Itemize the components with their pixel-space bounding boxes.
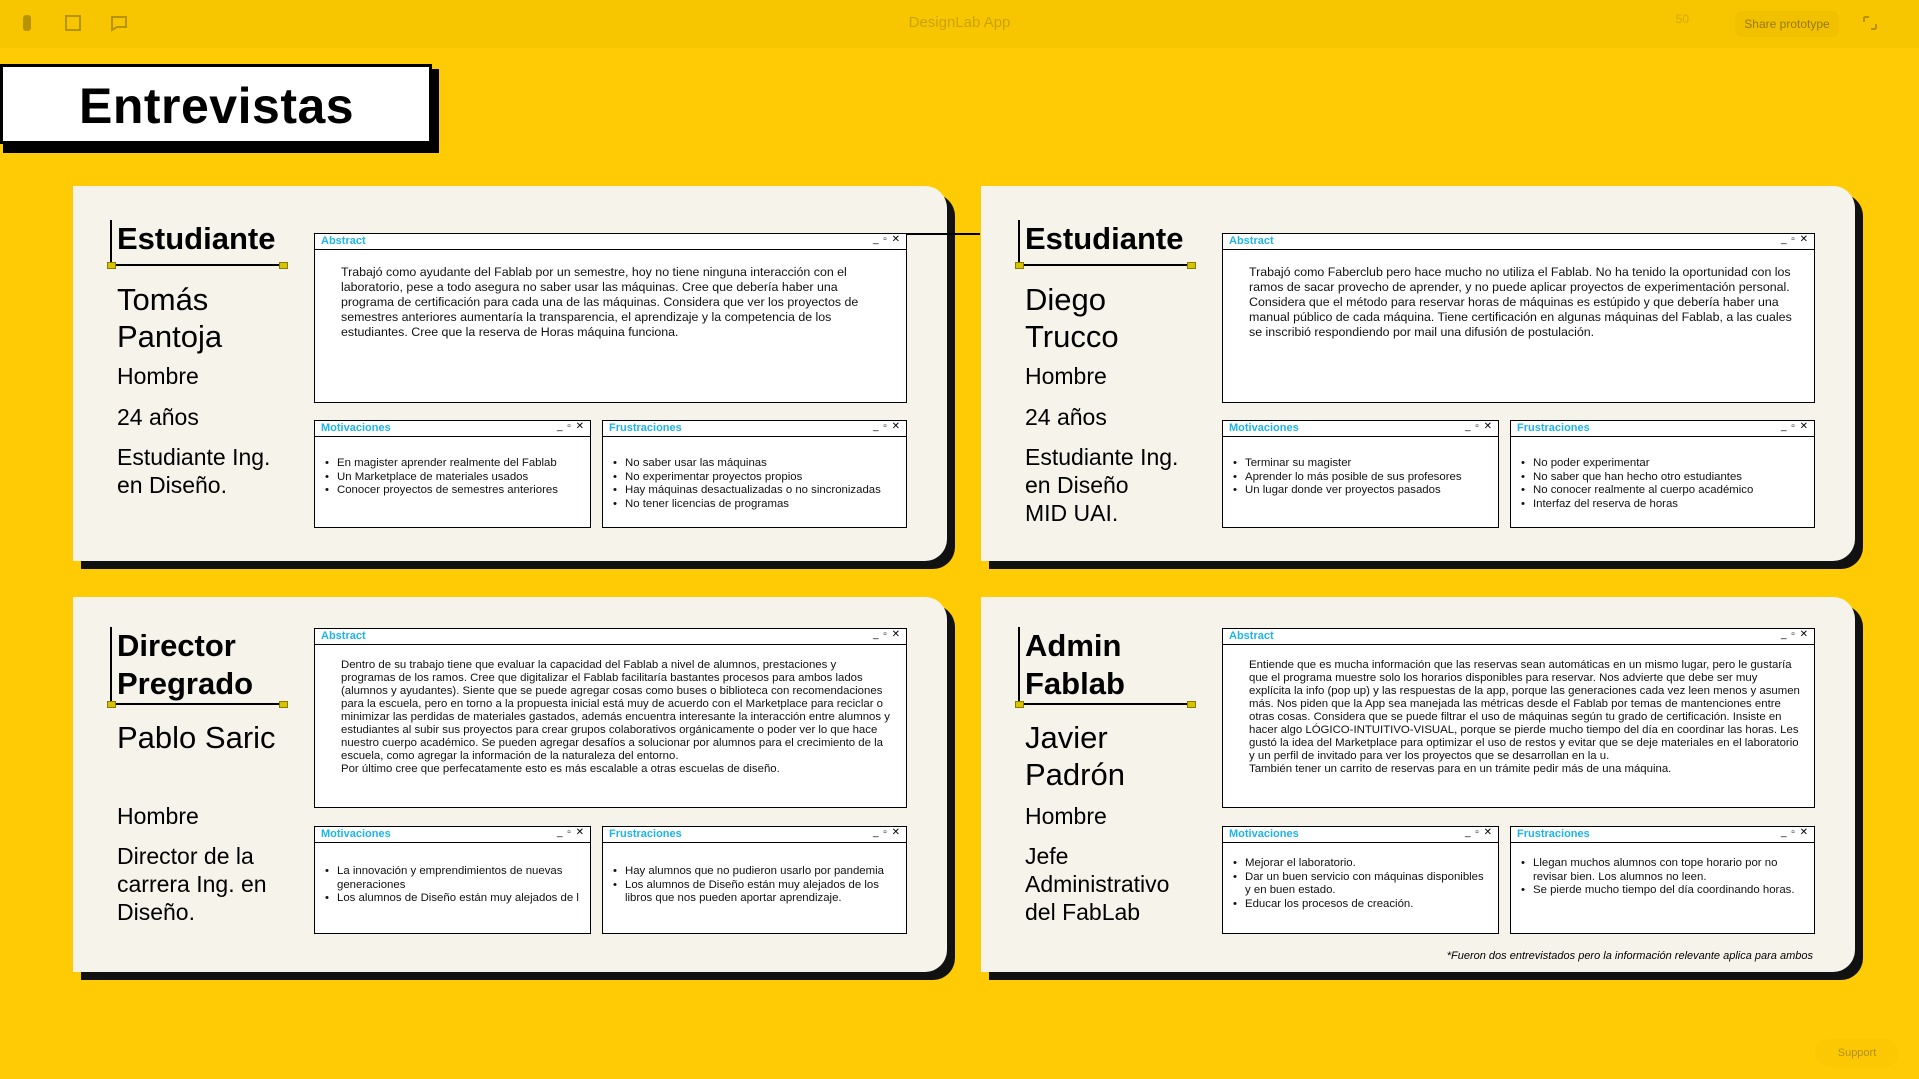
role-title: Director Pregrado <box>117 628 254 701</box>
frustrations-list <box>1521 857 1808 898</box>
frustrations-window <box>1510 420 1815 528</box>
gender: Hombre <box>117 363 199 389</box>
list-item: • Terminar su magister <box>1233 457 1492 471</box>
list-item: • En magister aprender realmente del Fablab <box>325 457 584 471</box>
motivations-window <box>1222 826 1499 934</box>
window-title: Frustraciones <box>1517 422 1590 434</box>
window-controls-icon[interactable]: _ ▫ ✕ <box>872 629 901 640</box>
motivations-list <box>1233 457 1492 498</box>
occupation: Estudiante Ing. en Diseño. <box>117 444 271 498</box>
app-title: DesignLab App <box>908 14 1011 31</box>
motivations-list <box>325 457 584 498</box>
window-controls-icon[interactable]: _ ▫ ✕ <box>872 421 901 432</box>
window-controls-icon[interactable]: _ ▫ ✕ <box>1780 629 1809 640</box>
window-title: Frustraciones <box>1517 828 1590 840</box>
occupation: Director de la carrera Ing. en Diseño. <box>117 843 267 925</box>
list-item: • Llegan muchos alumnos con tope horario por no revisar bien. Los alumnos no leen. <box>1521 857 1808 884</box>
frustrations-list <box>1521 457 1808 511</box>
list-item: • Se pierde mucho tiempo del día coordinando horas. <box>1521 884 1808 898</box>
window-titlebar <box>315 234 906 250</box>
window-controls-icon[interactable]: _ ▫ ✕ <box>1780 421 1809 432</box>
abstract-text: Dentro de su trabajo tiene que evaluar la capacidad del Fablab a nivel de alumnos, prestaciones y programas de los ramos. Cree que digitalizar el Fablab facilitaría bastantes procesos para ambos lados (alumnos y ayudantes). Siente que se puede agregar cosas como buses o biblioteca con recomendaciones para la escuela, pero en torno a la propuesta inicial está muy de acuerdo con el Marketplace para reciclar o minimizar las perdidas de materiales gastados, además encuentra interesante la interacción entre alumnos y estudiantes al subir sus proyectos para crear grupos colaborativos orgánicamente o poder ver lo que hace nuestro cuerpo académico. Se pueden agregar desafíos a solucionar por alumnos para el crecimiento de la escuela, como agregar la información de la naturaleza del entorno. Por último cree que perfecatamente esto es más escalable a otras escuelas de diseño. <box>341 659 890 775</box>
handle-icon <box>107 262 116 269</box>
window-title: Motivaciones <box>1229 828 1299 840</box>
frustrations-window <box>602 826 907 934</box>
window-title: Abstract <box>321 235 366 247</box>
person-name-line-1: Diego <box>1025 282 1106 317</box>
handle-icon <box>1187 262 1196 269</box>
list-item: • No conocer realmente al cuerpo académico <box>1521 484 1808 498</box>
window-controls-icon[interactable]: _ ▫ ✕ <box>556 421 585 432</box>
list-item: • No tener licencias de programas <box>613 498 900 512</box>
list-item: • No poder experimentar <box>1521 457 1808 471</box>
person-name-line-2: Trucco <box>1025 319 1119 354</box>
list-item: • Educar los procesos de creación. <box>1233 898 1492 912</box>
window-controls-icon[interactable]: _ ▫ ✕ <box>1780 827 1809 838</box>
abstract-window <box>314 233 907 403</box>
window-title: Abstract <box>321 630 366 642</box>
person-name-line-2: Pantoja <box>117 319 223 354</box>
list-item: • Los alumnos de Diseño están muy alejados de los libros que nos pueden aportar aprendizaje. <box>613 879 900 906</box>
list-item: • No experimentar proyectos propios <box>613 471 900 485</box>
abstract-text: Trabajó como Faberclub pero hace mucho no utiliza el Fablab. No ha tenido la oportunidad con los ramos de sacar provecho de aprender, y no puede aplicar proyectos de experimentación personal. Considera que el método para reservar horas de máquinas es estúpido y que debería haber una manual público de cada máquina. Tiene certificación en algunas máquinas del Fablab, a las cuales se inscribió respondiendo por mail una difusión de postulación. <box>1249 265 1792 339</box>
list-item: • No saber que han hecho otro estudiantes <box>1521 471 1808 485</box>
role-title: Admin Fablab <box>1025 628 1125 701</box>
window-controls-icon[interactable]: _ ▫ ✕ <box>1780 234 1809 245</box>
window-title: Motivaciones <box>1229 422 1299 434</box>
frustrations-list <box>613 865 900 906</box>
page-title-box <box>0 64 432 144</box>
motivations-list <box>1233 857 1492 911</box>
age: 24 años <box>1025 404 1107 430</box>
footnote: *Fueron dos entrevistados pero la información relevante aplica para ambos <box>1446 950 1813 962</box>
person-name-line-1: Tomás <box>117 282 209 317</box>
window-title: Abstract <box>1229 235 1274 247</box>
handle-icon <box>1187 701 1196 708</box>
list-item: • Los alumnos de Diseño están muy alejados de l <box>325 892 584 906</box>
list-item: • Dar un buen servicio con máquinas disponibles y en buen estado. <box>1233 871 1492 898</box>
page-title: Entrevistas <box>79 78 355 134</box>
person-name-line-1: Javier <box>1025 720 1108 755</box>
frustrations-window <box>602 420 907 528</box>
share-prototype-button[interactable]: Share prototype <box>1735 11 1839 37</box>
zoom-control[interactable]: 50 <box>1675 12 1689 26</box>
occupation: Jefe Administrativo del FabLab <box>1025 843 1170 925</box>
handle-icon <box>279 262 288 269</box>
list-item: • Aprender lo más posible de sus profesores <box>1233 471 1492 485</box>
motivations-window <box>314 420 591 528</box>
list-item: • Conocer proyectos de semestres anteriores <box>325 484 584 498</box>
window-title: Frustraciones <box>609 422 682 434</box>
gender: Hombre <box>117 803 199 829</box>
list-item: • Hay alumnos que no pudieron usarlo por pandemia <box>613 865 900 879</box>
age: 24 años <box>117 404 199 430</box>
abstract-text: Entiende que es mucha información que las reservas sean automáticas en un mismo lugar, pero le gustaría que el programa muestre solo los horarios disponibles para reservar. Nos advierte que debe ser muy explícita la info (pop up) y las respuestas de la app, porque las generaciones cada vez leen menos y asumen más. Nos piden que la App sea manejada las métricas desde el Fablab por temas de mantenciones entre otras cosas. Considera que se puede filtrar el uso de máquinas según tu grado de certificación. Insiste en hacer algo LÓGICO-INTUITIVO-VISUAL, porque se pierde mucho tiempo del día en coordinar las horas. Les gustó la idea del Marketplace para optimizar el uso de restos y evitar que se deje materiales en el laboratorio y un perfil de invitado para ver los proyectos que se desarrollan en la u. También tener un carrito de reservas para en un trámite pedir más de una máquina. <box>1249 659 1800 775</box>
window-title: Frustraciones <box>609 828 682 840</box>
handle-icon <box>107 701 116 708</box>
frustrations-list <box>613 457 900 511</box>
gender: Hombre <box>1025 363 1107 389</box>
role-title: Estudiante <box>1025 221 1184 256</box>
expand-icon[interactable] <box>1861 14 1879 32</box>
list-item: • No saber usar las máquinas <box>613 457 900 471</box>
list-item: • Un lugar donde ver proyectos pasados <box>1233 484 1492 498</box>
abstract-text: Trabajó como ayudante del Fablab por un semestre, hoy no tiene ninguna interacción con el laboratorio, pese a todo asegura no saber usar las máquinas. Cree que debería haber una programa de certificación para cada una de las máquinas. Considera que ver los proyectos de semestres anteriores aumentaría la transparencia, el aprendizaje y la competencia de los estudiantes. Cree que la reserva de Horas máquina funciona. <box>341 265 859 339</box>
motivations-window <box>314 826 591 934</box>
motivations-list <box>325 865 584 906</box>
list-item: • La innovación y emprendimientos de nuevas generaciones <box>325 865 584 892</box>
gender: Hombre <box>1025 803 1107 829</box>
window-controls-icon[interactable]: _ ▫ ✕ <box>872 827 901 838</box>
window-title: Motivaciones <box>321 828 391 840</box>
list-item: • Hay máquinas desactualizadas o no sincronizadas <box>613 484 900 498</box>
role-title: Estudiante <box>117 221 276 256</box>
window-controls-icon[interactable]: _ ▫ ✕ <box>1464 827 1493 838</box>
abstract-window <box>1222 628 1815 808</box>
person-name: Pablo Saric <box>117 720 276 755</box>
handle-icon <box>1015 701 1024 708</box>
motivations-window <box>1222 420 1499 528</box>
window-controls-icon[interactable]: _ ▫ ✕ <box>556 827 585 838</box>
person-name-line-2: Padrón <box>1025 757 1125 792</box>
occupation: Estudiante Ing. en Diseño MID UAI. <box>1025 444 1179 526</box>
list-item: • Un Marketplace de materiales usados <box>325 471 584 485</box>
abstract-window <box>1222 233 1815 403</box>
window-controls-icon[interactable]: _ ▫ ✕ <box>1464 421 1493 432</box>
handle-icon <box>279 701 288 708</box>
window-title: Motivaciones <box>321 422 391 434</box>
window-controls-icon[interactable]: _ ▫ ✕ <box>872 234 901 245</box>
window-title: Abstract <box>1229 630 1274 642</box>
list-item: • Mejorar el laboratorio. <box>1233 857 1492 871</box>
frustrations-window <box>1510 826 1815 934</box>
support-button[interactable]: Support <box>1815 1039 1899 1067</box>
handle-icon <box>1015 262 1024 269</box>
list-item: • Interfaz del reserva de horas <box>1521 498 1808 512</box>
abstract-window <box>314 628 907 808</box>
top-toolbar <box>0 0 1919 48</box>
